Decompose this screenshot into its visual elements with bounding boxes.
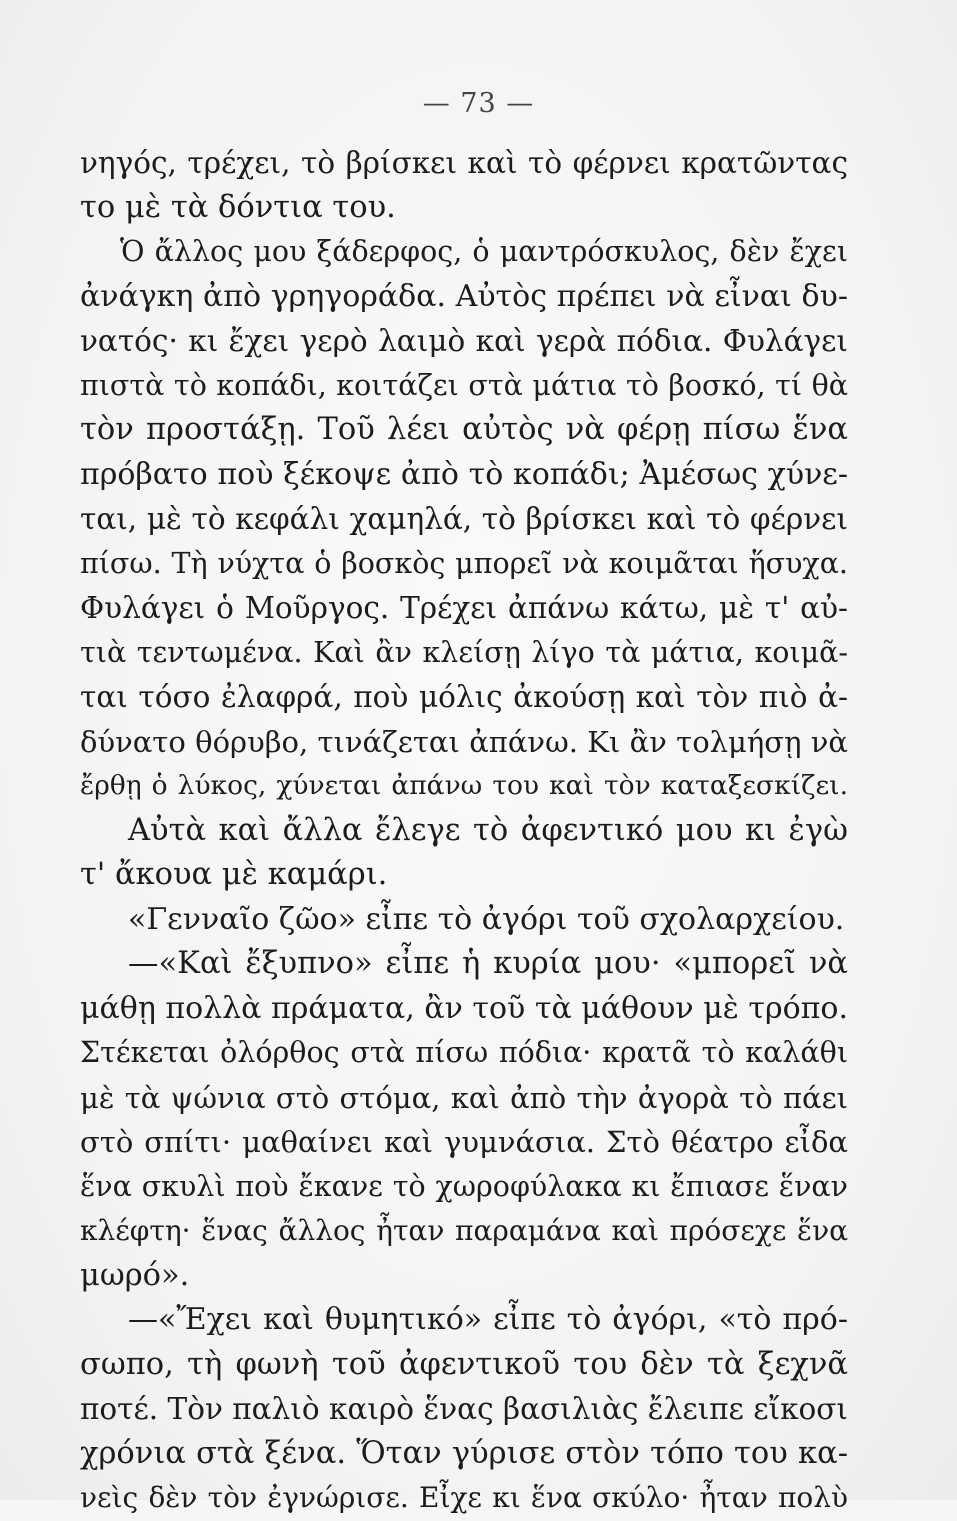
- text-line: «Γενναῖο ζῶο» εἶπε τὸ ἀγόρι τοῦ σχολαρχείου.: [128, 901, 845, 937]
- text-line: νεὶς δὲν τὸν ἐγνώρισε. Εἶχε κι ἕνα σκύλο· ἦταν πολὺ: [80, 1481, 848, 1514]
- text-line: Ὁ ἄλλος μου ξάδερφος, ὁ μαντρόσκυλος, δὲν ἔχει: [120, 235, 848, 268]
- text-line: μάθῃ πολλὰ πράματα, ἂν τοῦ τὰ μάθουν μὲ τρόπο.: [80, 990, 848, 1026]
- text-line: ἔρθῃ ὁ λύκος, χύνεται ἀπάνω του καὶ τὸν καταξεσκίζει.: [80, 770, 848, 801]
- text-line: σωπο, τὴ φωνὴ τοῦ ἀφεντικοῦ του δὲν τὰ ξεχνᾶ: [80, 1346, 848, 1382]
- text-line: πίσω. Τὴ νύχτα ὁ βοσκὸς μπορεῖ νὰ κοιμᾶται ἥσυχα.: [80, 546, 848, 580]
- text-line: κλέφτη· ἕνας ἄλλος ἦταν παραμάνα καὶ πρόσεχε ἕνα: [80, 1214, 848, 1247]
- text-line: —«Καὶ ἔξυπνο» εἶπε ἡ κυρία μου· «μπορεῖ νὰ: [128, 946, 848, 981]
- body-text: [80, 141, 848, 1521]
- text-line: πρόβατο ποὺ ξέκοψε ἀπὸ τὸ κοπάδι; Ἀμέσως χύνε-: [80, 456, 848, 492]
- text-line: ται τόσο ἐλαφρά, ποὺ μόλις ἀκούσῃ καὶ τὸν πιὸ ἀ-: [80, 680, 848, 714]
- text-line: τιὰ τεντωμένα. Καὶ ἂν κλείσῃ λίγο τὰ μάτια, κοιμᾶ-: [80, 635, 848, 669]
- text-line: μὲ τὰ ψώνια στὸ στόμα, καὶ ἀπὸ τὴν ἀγορὰ τὸ πάει: [80, 1080, 848, 1115]
- page-number: — 73 —: [422, 88, 535, 119]
- text-line: Στέκεται ὀλόρθος στὰ πίσω πόδια· κρατᾶ τὸ καλάθι: [80, 1036, 848, 1069]
- text-line: Αὐτὰ καὶ ἄλλα ἔλεγε τὸ ἀφεντικό μου κι ἐγὼ: [128, 812, 848, 848]
- text-line: —«Ἔχει καὶ θυμητικό» εἶπε τὸ ἀγόρι, «τὸ πρό-: [128, 1302, 848, 1337]
- text-line: τ' ἄκουα μὲ καμάρι.: [80, 857, 388, 892]
- text-line: ται, μὲ τὸ κεφάλι χαμηλά, τὸ βρίσκει καὶ τὸ φέρνει: [80, 502, 848, 536]
- text-line: ἕνα σκυλὶ ποὺ ἔκανε τὸ χωροφύλακα κι ἔπιασε ἕναν: [80, 1169, 848, 1203]
- text-line: χρόνια στὰ ξένα. Ὅταν γύρισε στὸν τόπο του κα-: [80, 1435, 848, 1471]
- text-line: το μὲ τὰ δόντια του.: [80, 189, 396, 225]
- text-line: τὸν προστάξῃ. Τοῦ λέει αὐτὸς νὰ φέρῃ πίσω ἕνα: [80, 412, 848, 447]
- text-line: ποτέ. Τὸν παλιὸ καιρὸ ἕνας βασιλιὰς ἔλειπε εἴκοσι: [80, 1392, 848, 1426]
- text-line: Φυλάγει ὁ Μοῦργος. Τρέχει ἀπάνω κάτω, μὲ τ' αὐ-: [80, 591, 848, 625]
- text-line: μωρό».: [80, 1257, 190, 1293]
- text-line: πιστὰ τὸ κοπάδι, κοιτάζει στὰ μάτια τὸ βοσκό, τί θὰ: [80, 368, 848, 402]
- text-line: δύνατο θόρυβο, τινάζεται ἀπάνω. Κι ἂν τολμήσῃ νὰ: [80, 724, 848, 759]
- text-line: ἀνάγκη ἀπὸ γρηγοράδα. Αὐτὸς πρέπει νὰ εἶναι δυ-: [80, 278, 848, 314]
- text-line: στὸ σπίτι· μαθαίνει καὶ γυμνάσια. Στὸ θέατρο εἶδα: [80, 1125, 848, 1159]
- text-line: νηγός, τρέχει, τὸ βρίσκει καὶ τὸ φέρνει κρατῶντας: [80, 146, 848, 180]
- text-line: νατός· κι ἔχει γερὸ λαιμὸ καὶ γερὰ πόδια. Φυλάγει: [80, 324, 848, 358]
